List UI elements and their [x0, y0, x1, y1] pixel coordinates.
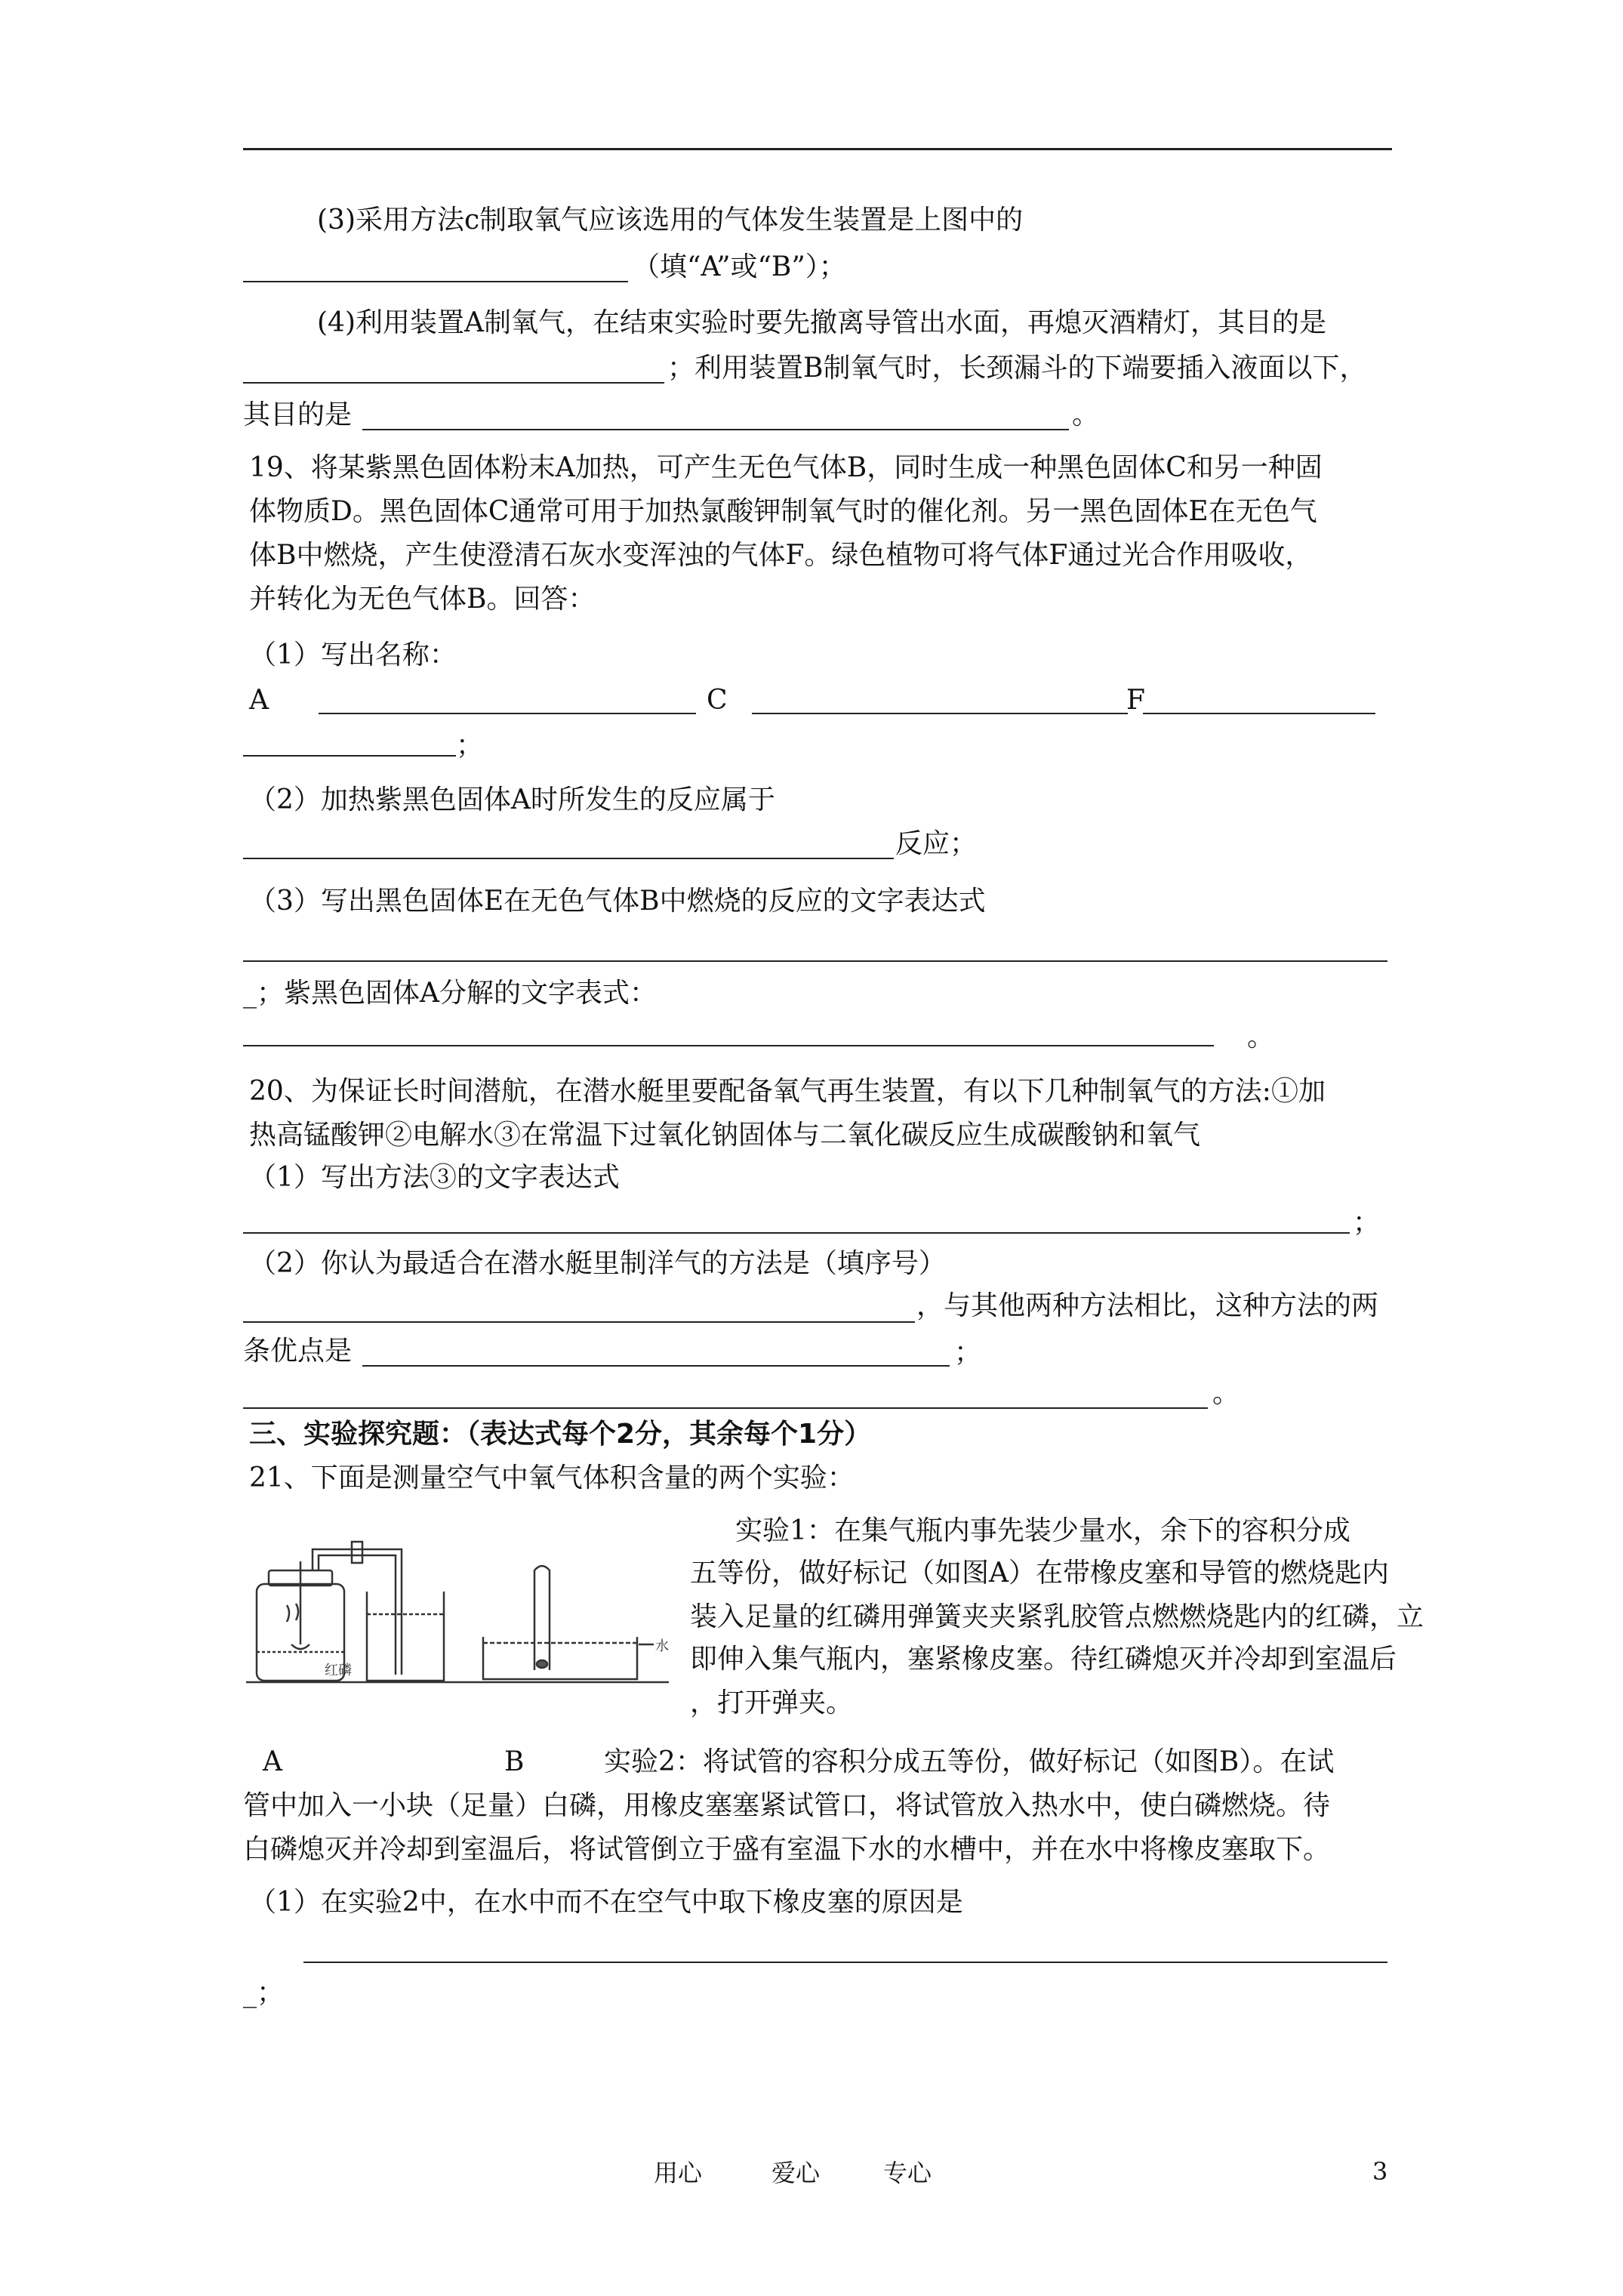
q19-answer-a[interactable]	[319, 713, 696, 714]
q18-part4-answer-line-1[interactable]	[243, 382, 664, 384]
q19-sub3: （3）写出黑色固体E在无色气体B中燃烧的反应的文字表达式	[249, 886, 986, 917]
q19-line-3: 体B中燃烧，产生使澄清石灰水变浑浊的气体F。绿色植物可将气体F通过光合作用吸收，	[249, 540, 1313, 571]
q20-sub2-answer-line-1[interactable]	[243, 1321, 915, 1323]
q21-sub1: （1）在实验2中，在水中而不在空气中取下橡皮塞的原因是	[249, 1887, 963, 1918]
q20-line-1: 20、为保证长时间潜航，在潜水艇里要配备氧气再生装置，有以下几种制氧气的方法:①加	[249, 1076, 1326, 1107]
q20-sub1: （1）写出方法③的文字表达式	[249, 1162, 620, 1193]
q20-sub2-answer-line-2[interactable]	[362, 1365, 950, 1367]
fig-label-water: 水	[655, 1638, 669, 1654]
q18-part4-text: (4)利用装置A制氧气，在结束实验时要先撤离导管出水面，再熄灭酒精灯，其目的是	[317, 307, 1326, 338]
q21-figure-label-b: B	[504, 1746, 525, 1777]
footer-motto-3: 专心	[883, 2159, 932, 2187]
q21-exp1-line-5: ，打开弹夹。	[690, 1687, 854, 1718]
q19-label-f: F	[1126, 685, 1145, 716]
q19-sub2-answer-line[interactable]	[243, 858, 894, 859]
q19-semicolon: ；	[456, 730, 484, 761]
q21-exp1-line-3: 装入足量的红磷用弹簧夹夹紧乳胶管点燃燃烧匙内的红磷，立	[690, 1601, 1424, 1632]
q19-sub3-answer-line-2[interactable]	[243, 1045, 1214, 1046]
q18-part3-text: (3)采用方法c制取氧气应该选用的气体发生装置是上图中的	[317, 205, 1024, 236]
q18-part4-mid-text: ；利用装置B制氧气时，长颈漏斗的下端要插入液面以下，	[667, 353, 1367, 384]
fig-label-red-phosphorus: 红磷	[325, 1663, 352, 1678]
q21-exp2-line-2: 管中加入一小块（足量）白磷，用橡皮塞塞紧试管口，将试管放入热水中，使白磷燃烧。待	[243, 1790, 1331, 1821]
q18-part4-answer-line-2[interactable]	[362, 429, 1069, 430]
q19-sub2-end: 反应；	[895, 828, 978, 859]
q20-sub2-mid: ，与其他两种方法相比，这种方法的两	[916, 1290, 1379, 1321]
q19-line-2: 体物质D。黑色固体C通常可用于加热氯酸钾制氧气时的催化剂。另一黑色固体E在无色气	[249, 496, 1317, 527]
q19-answer-f-continued[interactable]	[243, 755, 456, 757]
q21-exp1-line-1: 实验1：在集气瓶内事先装少量水，余下的容积分成	[735, 1515, 1350, 1546]
q19-line-4: 并转化为无色气体B。回答：	[249, 584, 596, 615]
q20-sub2-end: 。	[1212, 1378, 1240, 1409]
q20-sub2-advantages: 条优点是	[243, 1336, 353, 1367]
q19-sub1: （1）写出名称：	[249, 639, 457, 670]
q19-answer-f[interactable]	[1143, 713, 1375, 714]
q19-sub3-next: _；紫黑色固体A分解的文字表式：	[243, 978, 657, 1009]
q21-sub1-end: _；	[243, 1977, 285, 2008]
q21-apparatus-figure	[246, 1531, 669, 1690]
q20-sub2-answer-line-3[interactable]	[243, 1407, 1208, 1409]
q19-label-c: C	[707, 685, 728, 716]
q20-sub1-answer-line[interactable]	[243, 1232, 1350, 1234]
q21-exp2-line-3: 白磷熄灭并冷却到室温后，将试管倒立于盛有室温下水的水槽中，并在水中将橡皮塞取下。	[243, 1834, 1331, 1865]
q19-answer-c[interactable]	[752, 713, 1128, 714]
q18-part3-answer-line[interactable]	[243, 281, 628, 282]
page-number: 3	[1372, 2157, 1388, 2186]
q21-intro: 21、下面是测量空气中氧气体积含量的两个实验：	[249, 1462, 855, 1493]
q18-part3-fill-hint: （填“A”或“B”）；	[633, 251, 846, 282]
q20-sub2: （2）你认为最适合在潜水艇里制洋气的方法是（填序号）	[249, 1248, 946, 1279]
q19-sub3-end: 。	[1247, 1022, 1275, 1052]
q20-sub2-semicolon: ；	[954, 1337, 982, 1368]
q21-exp1-line-2: 五等份，做好标记（如图A）在带橡皮塞和导管的燃烧匙内	[690, 1558, 1389, 1589]
q21-exp2-line-1: 实验2：将试管的容积分成五等份，做好标记（如图B）。在试	[604, 1746, 1335, 1777]
q20-sub1-end: ；	[1353, 1207, 1381, 1238]
q21-figure-label-a: A	[263, 1746, 282, 1777]
q19-label-a: A	[249, 685, 269, 716]
footer-motto-1: 用心	[654, 2159, 703, 2187]
q18-part4-end-prefix: 其目的是	[243, 399, 353, 430]
q19-line-1: 19、将某紫黑色固体粉末A加热，可产生无色气体B，同时生成一种黑色固体C和另一种固	[249, 452, 1323, 483]
footer-motto-2: 爱心	[771, 2159, 821, 2187]
q21-sub1-answer-line[interactable]	[303, 1962, 1387, 1963]
q18-part4-end-suffix: 。	[1072, 399, 1100, 430]
q19-sub2: （2）加热紫黑色固体A时所发生的反应属于	[249, 784, 775, 815]
q21-exp1-line-4: 即伸入集气瓶内，塞紧橡皮塞。待红磷熄灭并冷却到室温后	[690, 1644, 1397, 1675]
section-3-title: 三、实验探究题：（表达式每个2分，其余每个1分）	[249, 1419, 872, 1450]
header-rule	[243, 148, 1392, 150]
q19-sub3-answer-line-1[interactable]	[243, 960, 1387, 962]
q20-line-2: 热高锰酸钾②电解水③在常温下过氧化钠固体与二氧化碳反应生成碳酸钠和氧气	[249, 1120, 1201, 1151]
